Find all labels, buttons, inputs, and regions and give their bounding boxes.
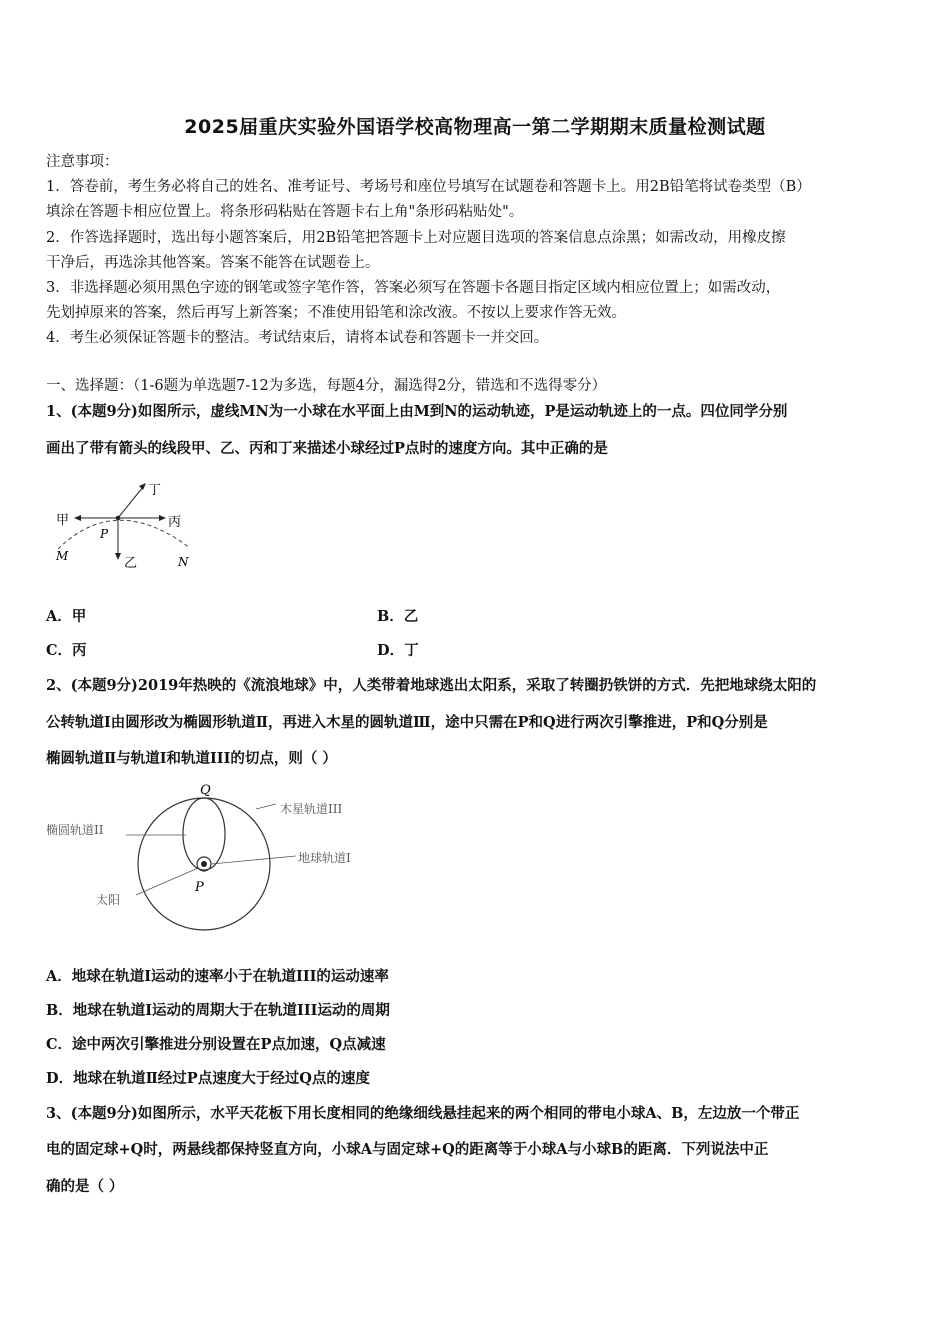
notice-line: 1．答卷前，考生务必将自己的姓名、准考证号、考场号和座位号填写在试题卷和答题卡上。用2B铅笔将试卷类型（B） <box>46 179 811 195</box>
label-jia: 甲 <box>56 513 70 528</box>
question-2-text: 公转轨道I由圆形改为椭圆形轨道Ⅱ，再进入木星的圆轨道Ⅲ，途中只需在P和Q进行两次引擎推进，P和Q分别是 <box>46 714 768 731</box>
notice-line: 3．非选择题必须用黑色字迹的钢笔或签字笔作答，答案必须写在答题卡各题目指定区域内相应位置上；如需改动， <box>46 280 781 296</box>
notice-line: 干净后，再选涂其他答案。答案不能答在试题卷上。 <box>46 255 380 271</box>
label-p: P <box>195 880 204 895</box>
q2-option-a[interactable]: A．地球在轨道I运动的速率小于在轨道III的运动速率 <box>46 968 389 985</box>
notice-heading: 注意事项： <box>46 154 119 170</box>
label-n: N <box>178 555 189 569</box>
question-3-text: 3、(本题9分)如图所示，水平天花板下用长度相同的绝缘细线悬挂起来的两个相同的带电小球A、B，左边放一个带正 <box>46 1105 800 1122</box>
question-3-text: 电的固定球+Q时，两悬线都保持竖直方向，小球A与固定球+Q的距离等于小球A与小球B的距离．下列说法中正 <box>46 1141 769 1158</box>
label-jupiter-orbit: 木星轨道III <box>280 802 343 816</box>
question-3-text: 确的是（ ） <box>46 1178 124 1195</box>
notice-line: 先划掉原来的答案，然后再写上新答案；不准使用铅笔和涂改液。不按以上要求作答无效。 <box>46 305 626 321</box>
q2-option-c[interactable]: C．途中两次引擎推进分别设置在P点加速，Q点减速 <box>46 1036 386 1053</box>
q1-option-d[interactable]: D．丁 <box>377 642 419 659</box>
question-2-text: 椭圆轨道Ⅱ与轨道I和轨道III的切点，则（ ） <box>46 750 337 767</box>
page-title: 2025届重庆实验外国语学校高物理高一第二学期期末质量检测试题 <box>184 116 766 138</box>
label-sun: 太阳 <box>96 893 121 907</box>
label-p: P <box>100 527 109 541</box>
label-bing: 丙 <box>168 515 182 530</box>
label-m: M <box>56 549 69 563</box>
orbit-figure <box>44 780 384 940</box>
q1-option-b[interactable]: B．乙 <box>377 608 419 625</box>
q1-option-c[interactable]: C．丙 <box>46 642 87 659</box>
velocity-direction-figure <box>50 474 210 572</box>
question-1-text: 画出了带有箭头的线段甲、乙、丙和丁来描述小球经过P点时的速度方向。其中正确的是 <box>46 440 608 457</box>
q1-option-a[interactable]: A．甲 <box>46 608 87 625</box>
question-1-text: 1、(本题9分)如图所示，虚线MN为一小球在水平面上由M到N的运动轨迹，P是运动轨迹上的一点。四位同学分别 <box>46 403 788 420</box>
notice-line: 4．考生必须保证答题卡的整洁。考试结束后，请将本试卷和答题卡一并交回。 <box>46 330 549 346</box>
label-earth-orbit: 地球轨道Ⅰ <box>298 851 351 865</box>
q2-option-b[interactable]: B．地球在轨道I运动的周期大于在轨道III运动的周期 <box>46 1002 390 1019</box>
notice-line: 填涂在答题卡相应位置上。将条形码粘贴在答题卡右上角"条形码粘贴处"。 <box>46 204 524 220</box>
notice-line: 2．作答选择题时，选出每小题答案后，用2B铅笔把答题卡上对应题目选项的答案信息点涂黑；如需改动，用橡皮擦 <box>46 230 786 246</box>
question-2-text: 2、(本题9分)2019年热映的《流浪地球》中，人类带着地球逃出太阳系，采取了转圈扔铁饼的方式．先把地球绕太阳的 <box>46 677 817 694</box>
label-ding: 丁 <box>148 483 162 498</box>
section-heading: 一、选择题：（1-6题为单选题7-12为多选，每题4分，漏选得2分，错选和不选得零分） <box>46 378 607 394</box>
label-ellipse-orbit: 椭圆轨道II <box>46 823 104 837</box>
label-yi: 乙 <box>124 556 138 571</box>
q2-option-d[interactable]: D．地球在轨道Ⅱ经过P点速度大于经过Q点的速度 <box>46 1070 370 1087</box>
label-q: Q <box>200 783 211 798</box>
